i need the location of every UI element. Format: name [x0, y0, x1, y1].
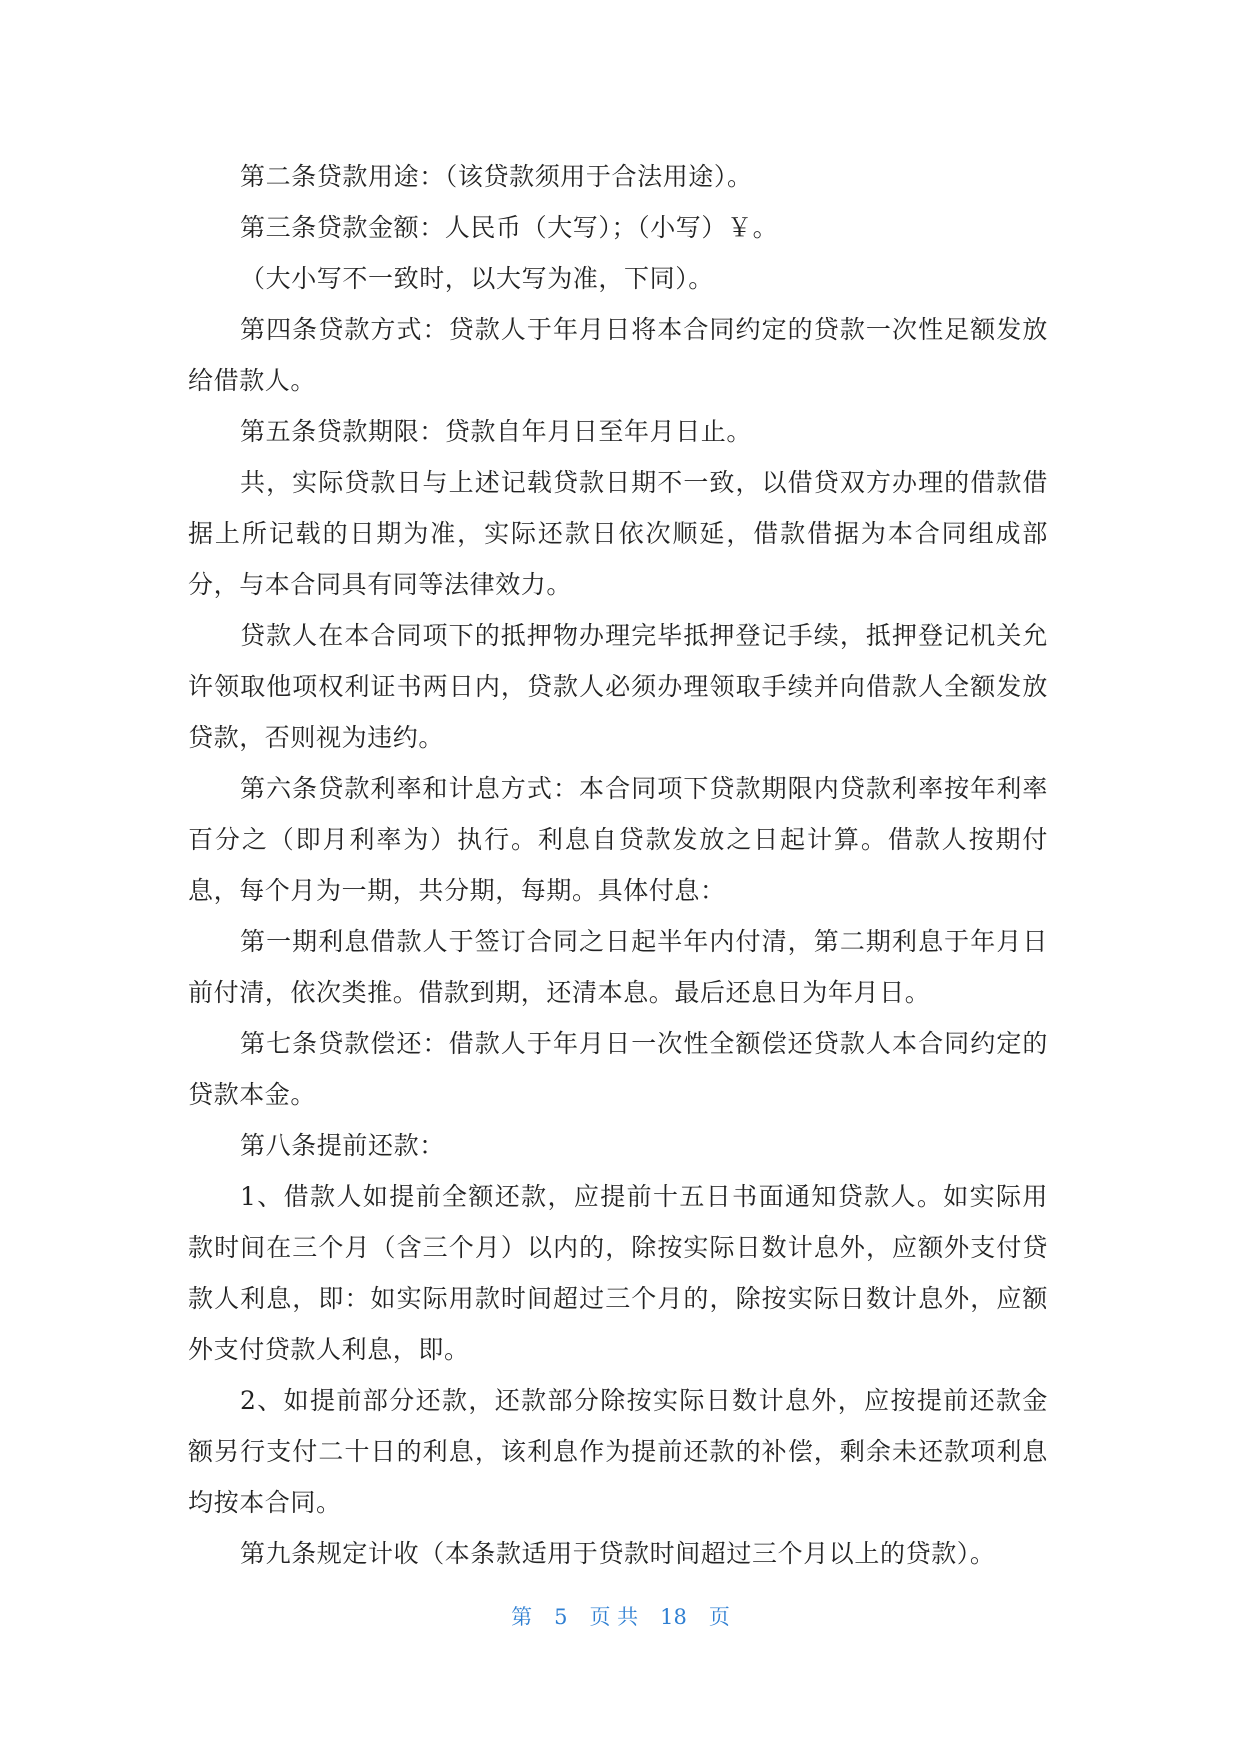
paragraph-prepayment-1: 1、借款人如提前全额还款，应提前十五日书面通知贷款人。如实际用款时间在三个月（含三个月）以内的，除按实际日数计息外，应额外支付贷款人利息，即：如实际用款时间超过三个月的，除按实际日数计息外，应额外支付贷款人利息，即。	[188, 1182, 1048, 1364]
paragraph-prepayment-2: 2、如提前部分还款，还款部分除按实际日数计息外，应按提前还款金额另行支付二十日的利息，该利息作为提前还款的补偿，剩余未还款项利息均按本合同。	[188, 1386, 1048, 1517]
footer-middle: 页 共	[589, 1605, 639, 1629]
footer-current-page: 5	[554, 1605, 568, 1629]
footer-total-pages: 18	[660, 1605, 687, 1629]
paragraph-article-8: 第八条提前还款：	[240, 1131, 445, 1160]
paragraph-article-4: 第四条贷款方式：贷款人于年月日将本合同约定的贷款一次性足额发放给借款人。	[188, 315, 1048, 395]
paragraph-loan-date-note: 共，实际贷款日与上述记载贷款日期不一致，以借贷双方办理的借款借据上所记载的日期为准，实际还款日依次顺延，借款借据为本合同组成部分，与本合同具有同等法律效力。	[188, 468, 1048, 599]
paragraph-article-3: 第三条贷款金额：人民币（大写）；（小写）￥。	[240, 213, 779, 242]
footer-prefix: 第	[511, 1605, 533, 1629]
paragraph-article-7: 第七条贷款偿还：借款人于年月日一次性全额偿还贷款人本合同约定的贷款本金。	[188, 1029, 1048, 1109]
paragraph-amount-note: （大小写不一致时，以大写为准，下同）。	[240, 264, 714, 293]
paragraph-article-6: 第六条贷款利率和计息方式：本合同项下贷款期限内贷款利率按年利率百分之（即月利率为）执行。利息自贷款发放之日起计算。借款人按期付息，每个月为一期，共分期，每期。具体付息：	[188, 774, 1048, 905]
footer-suffix: 页	[708, 1605, 730, 1629]
page-footer	[0, 1601, 1241, 1631]
paragraph-article-2: 第二条贷款用途：（该贷款须用于合法用途）。	[240, 162, 753, 191]
paragraph-article-9: 第九条规定计收（本条款适用于贷款时间超过三个月以上的贷款）。	[240, 1539, 996, 1568]
paragraph-mortgage-note: 贷款人在本合同项下的抵押物办理完毕抵押登记手续，抵押登记机关允许领取他项权利证书两日内，贷款人必须办理领取手续并向借款人全额发放贷款，否则视为违约。	[188, 621, 1048, 752]
paragraph-article-5: 第五条贷款期限：贷款自年月日至年月日止。	[240, 417, 753, 446]
paragraph-interest-schedule: 第一期利息借款人于签订合同之日起半年内付清，第二期利息于年月日前付清，依次类推。借款到期，还清本息。最后还息日为年月日。	[188, 927, 1048, 1007]
document-body	[188, 151, 1048, 1579]
